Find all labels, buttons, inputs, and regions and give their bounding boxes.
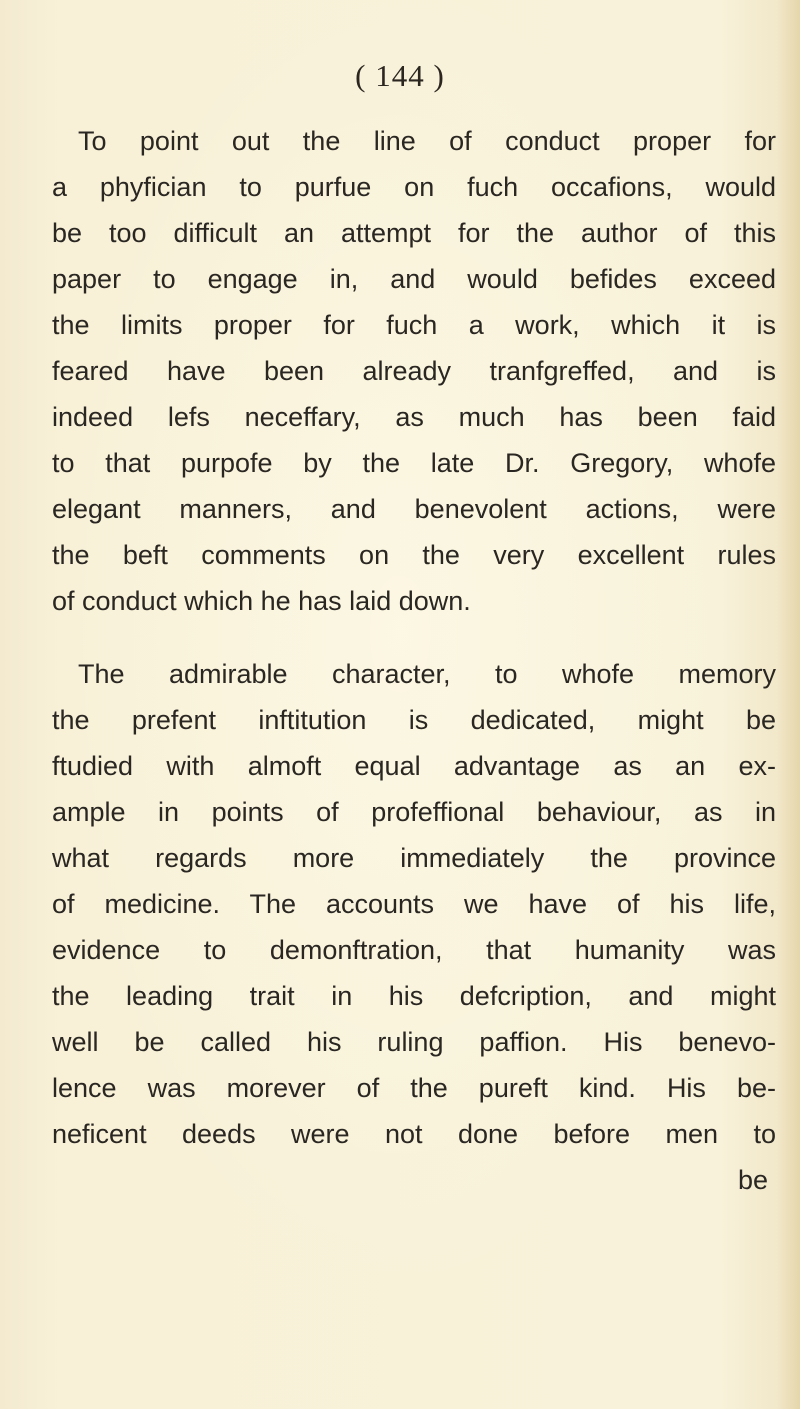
text-line: lence was morever of the pureft kind. His be- bbox=[52, 1073, 776, 1103]
text-line: to that purpofe by the late Dr. Gregory, whofe bbox=[52, 448, 776, 478]
text-line: the limits proper for fuch a work, which it is bbox=[52, 310, 776, 340]
text-line: elegant manners, and benevolent actions, were bbox=[52, 494, 776, 524]
catchword: be bbox=[737, 1165, 768, 1195]
text-line: feared have been already tranfgreffed, and is bbox=[52, 356, 776, 386]
page-edge-shadow bbox=[778, 0, 800, 1409]
text-line: of conduct which he has laid down. bbox=[52, 586, 471, 616]
text-line: of medicine. The accounts we have of his life, bbox=[52, 889, 776, 919]
text-line: neficent deeds were not done before men to bbox=[52, 1119, 776, 1149]
paragraph-1 bbox=[52, 118, 776, 624]
text-line: ftudied with almoft equal advantage as an ex- bbox=[52, 751, 776, 781]
text-line: ample in points of profeffional behaviour, as in bbox=[52, 797, 776, 827]
text-line: a phyfician to purfue on fuch occafions, would bbox=[52, 172, 776, 202]
text-line: the leading trait in his defcription, and might bbox=[52, 981, 776, 1011]
text-line: the prefent inftitution is dedicated, might be bbox=[52, 705, 776, 735]
paragraph-2 bbox=[52, 651, 776, 1203]
text-line: the beft comments on the very excellent rules bbox=[52, 540, 776, 570]
text-line: The admirable character, to whofe memory bbox=[78, 659, 776, 689]
page-number: ( 144 ) bbox=[355, 58, 445, 93]
text-line: evidence to demonftration, that humanity was bbox=[52, 935, 776, 965]
text-line: indeed lefs neceffary, as much has been faid bbox=[52, 402, 776, 432]
text-line: be too difficult an attempt for the author of this bbox=[52, 218, 776, 248]
text-line: well be called his ruling paffion. His benevo- bbox=[52, 1027, 776, 1057]
text-line: To point out the line of conduct proper for bbox=[78, 126, 776, 156]
text-line: what regards more immediately the province bbox=[52, 843, 776, 873]
text-line: paper to engage in, and would befides exceed bbox=[52, 264, 776, 294]
